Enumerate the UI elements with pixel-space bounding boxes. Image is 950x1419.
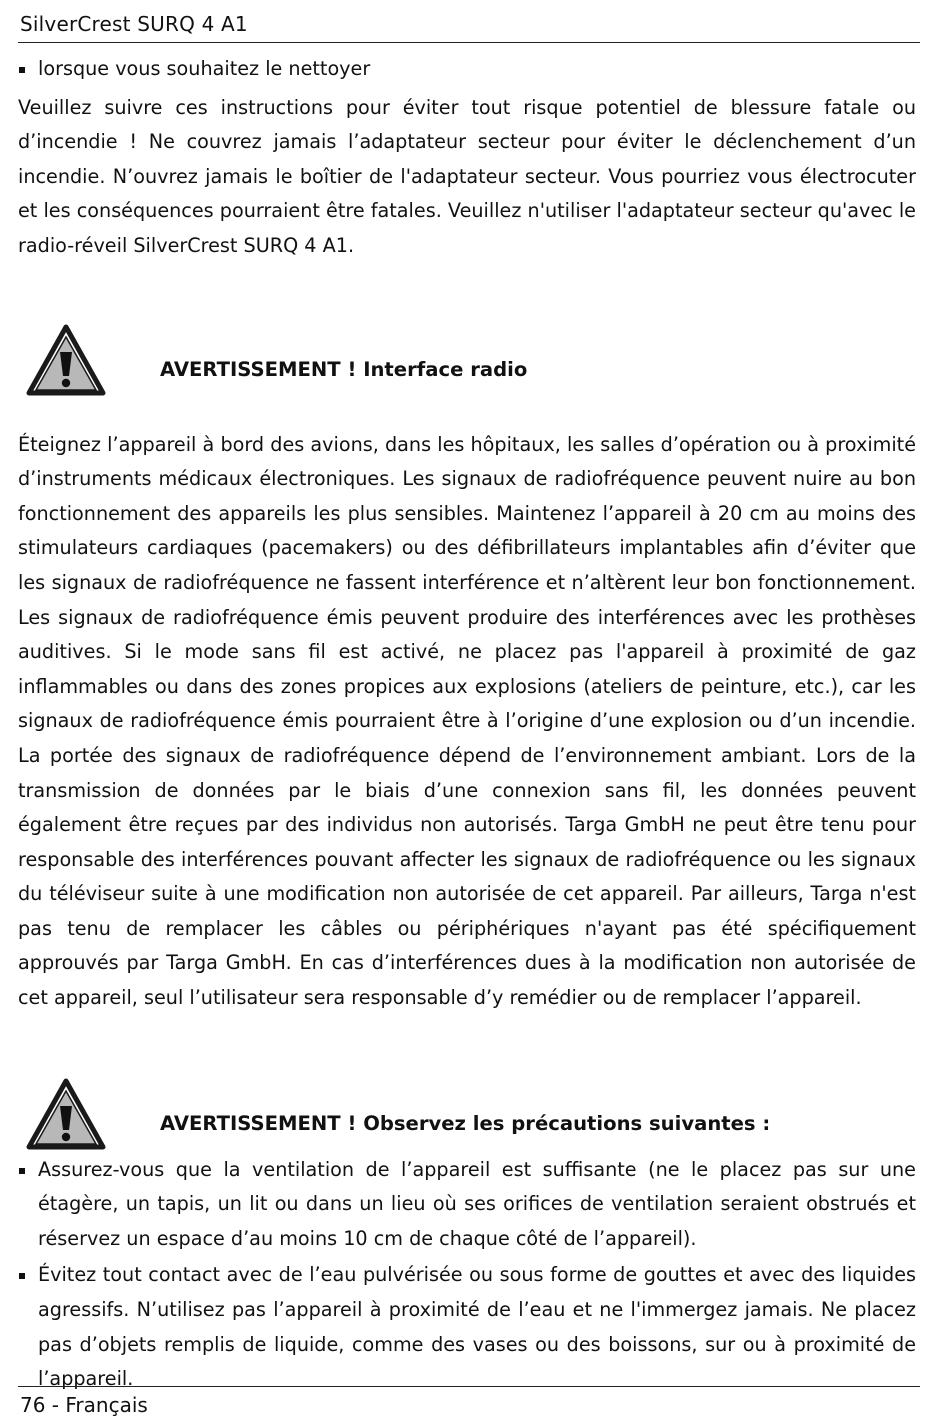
bullet-icon bbox=[19, 67, 25, 73]
precautions-list bbox=[18, 1153, 916, 1397]
list-item-text: lorsque vous souhaitez le nettoyer bbox=[38, 57, 371, 80]
warning-triangle-icon bbox=[26, 324, 106, 396]
warning-precautions-heading bbox=[18, 1078, 916, 1154]
list-item bbox=[18, 1258, 916, 1396]
list-item-text: Assurez-vous que la ventilation de l’appareil est suffisante (ne le placez pas sur une étagère, un tapis, un lit ou dans un lieu où ses orifices de ventilation seraient obstrués et réservez un espace d’au moins 10 cm de chaque côté de l’appareil). bbox=[38, 1157, 916, 1250]
page-footer bbox=[18, 1386, 920, 1417]
intro-paragraph: Veuillez suivre ces instructions pour éviter tout risque potentiel de blessure fatale ou d’incendie ! Ne couvrez jamais l’adaptateur secteur pour éviter le déclenchement d’un incendie. N’ouvrez jamais le boîtier de l'adaptateur secteur. Vous pourriez vous électrocuter et les conséquences pourraient être fatales. Veuillez n'utiliser l'adaptateur secteur qu'avec le radio-réveil SilverCrest SURQ 4 A1. bbox=[18, 95, 916, 257]
warning-title: AVERTISSEMENT ! Observez les précautions suivantes : bbox=[160, 1111, 771, 1135]
list-item bbox=[18, 52, 916, 87]
warning-title: AVERTISSEMENT ! Interface radio bbox=[160, 357, 528, 381]
document-title: SilverCrest SURQ 4 A1 bbox=[20, 12, 248, 36]
page-content bbox=[18, 52, 916, 1399]
warning-radio-heading bbox=[18, 324, 916, 400]
radio-paragraph: Éteignez l’appareil à bord des avions, dans les hôpitaux, les salles d’opération ou à proximité d’instruments médicaux électroniques. Les signaux de radiofréquence peuvent nuire au bon fonctionnement des appareils les plus sensibles. Maintenez l’appareil à 20 cm au moins des stimulateurs cardiaques (pacemakers) ou des défibrillateurs implantables afin d’éviter que les signaux de radiofréquence ne fassent interférence et n’altèrent leur bon fonctionnement. Les signaux de radiofréquence émis peuvent produire des interférences avec les prothèses auditives. Si le mode sans fil est activé, ne placez pas l'appareil à proximité de gaz inflammables ou dans des zones propices aux explosions (ateliers de peinture, etc.), car les signaux de radiofréquence émis pourraient être à l’origine d’une explosion ou d’un incendie. La portée des signaux de radiofréquence dépend de l’environnement ambiant. Lors de la transmission de données par le biais d’une connexion sans fil, les données peuvent également être reçues par des individus non autorisés. Targa GmbH ne peut être tenu pour responsable des interférences pouvant affecter les signaux de radiofréquence ou les signaux du téléviseur suite à une modification non autorisée de cet appareil. Par ailleurs, Targa n'est pas tenu de remplacer les câbles ou périphériques n'ayant pas été spécifiquement approuvés par Targa GmbH. En cas d’interférences dues à la modification non autorisée de cet appareil, seul l’utilisateur sera responsable d’y remédier ou de remplacer l’appareil. bbox=[18, 432, 916, 1010]
warning-triangle-icon bbox=[26, 1078, 106, 1150]
page-number: 76 - Français bbox=[20, 1393, 148, 1417]
bullet-icon bbox=[19, 1273, 25, 1279]
bullet-icon bbox=[19, 1168, 25, 1174]
page-header bbox=[18, 8, 920, 43]
list-item-text: Évitez tout contact avec de l’eau pulvérisée ou sous forme de gouttes et avec des liquides agressifs. N’utilisez pas l’appareil à proximité de l’eau et ne l'immergez jamais. Ne placez pas d’objets remplis de liquide, comme des vases ou des boissons, sur ou à proximité de l’appareil. bbox=[38, 1263, 916, 1391]
list-item bbox=[18, 1153, 916, 1257]
